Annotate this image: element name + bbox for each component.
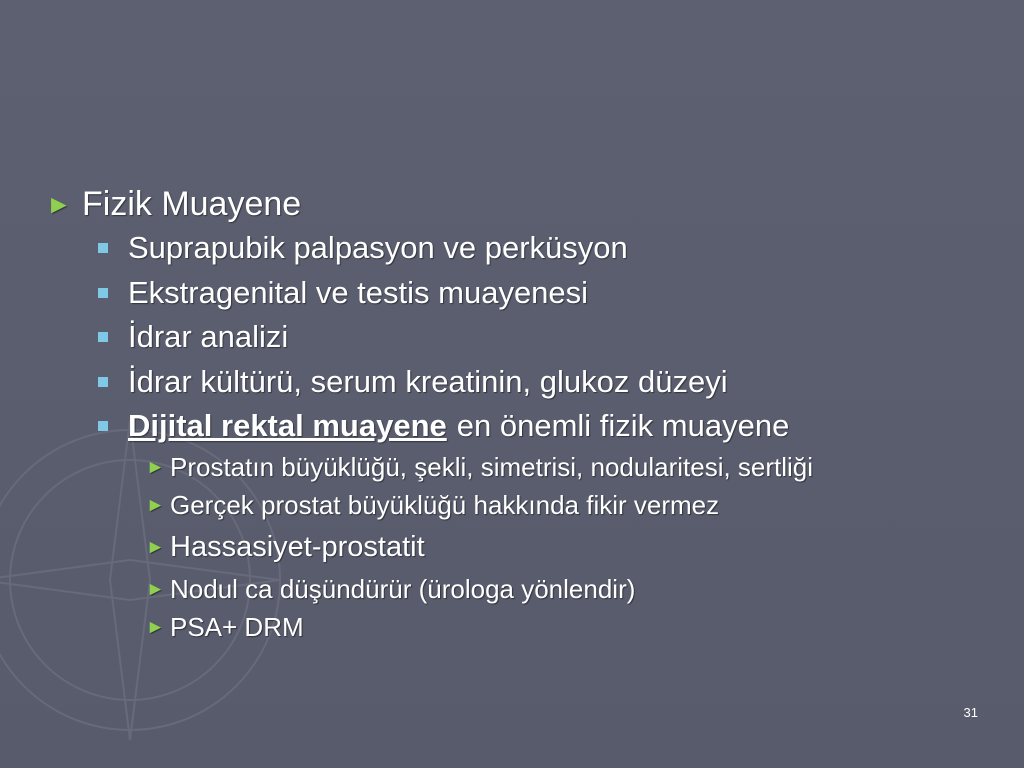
subbullet-text: Hassasiyet-prostatit [170,531,425,563]
bullet-item [98,271,1006,316]
bullet-item [98,226,1006,271]
subbullet-item [146,609,1006,647]
subbullet-text: PSA+ DRM [170,612,304,642]
bullet-emphasis-text: Dijital rektal muayene [128,408,447,444]
arrow-bullet-icon: ► [146,494,165,516]
subbullet-item [146,487,1006,525]
heading-fizik-muayene [46,182,1006,226]
subbullet-text: Prostatın büyüklüğü, şekli, simetrisi, nodularitesi, sertliği [170,452,814,482]
bullet-text: Ekstragenital ve testis muayenesi [128,274,589,310]
bullet-item [98,315,1006,360]
bullet-text: Suprapubik palpasyon ve perküsyon [128,230,628,266]
square-bullet-icon [98,377,108,387]
square-bullet-icon [98,332,108,342]
subbullet-text: Nodul ca düşündürür (ürologa yönlendir) [170,574,636,604]
bullet-text: İdrar kültürü, serum kreatinin, glukoz düzeyi [128,363,728,399]
subbullet-item [146,525,1006,571]
bullet-item [98,360,1006,405]
subbullet-item [146,449,1006,487]
square-bullet-icon [98,421,108,431]
square-bullet-icon [98,288,108,298]
bullet-item [98,404,1006,449]
subbullet-item [146,571,1006,609]
heading-text: Fizik Muayene [82,184,302,223]
arrow-bullet-icon: ► [146,536,165,558]
arrow-bullet-icon: ► [46,188,72,219]
bullet-text: en önemli fizik muayene [456,408,790,444]
square-bullet-icon [98,243,108,253]
bullet-text: İdrar analizi [128,319,289,355]
arrow-bullet-icon: ► [146,616,165,638]
page-number: 31 [963,705,978,720]
slide-content [46,182,1006,647]
subbullet-text: Gerçek prostat büyüklüğü hakkında fikir vermez [170,490,720,520]
arrow-bullet-icon: ► [146,578,165,600]
arrow-bullet-icon: ► [146,456,165,478]
